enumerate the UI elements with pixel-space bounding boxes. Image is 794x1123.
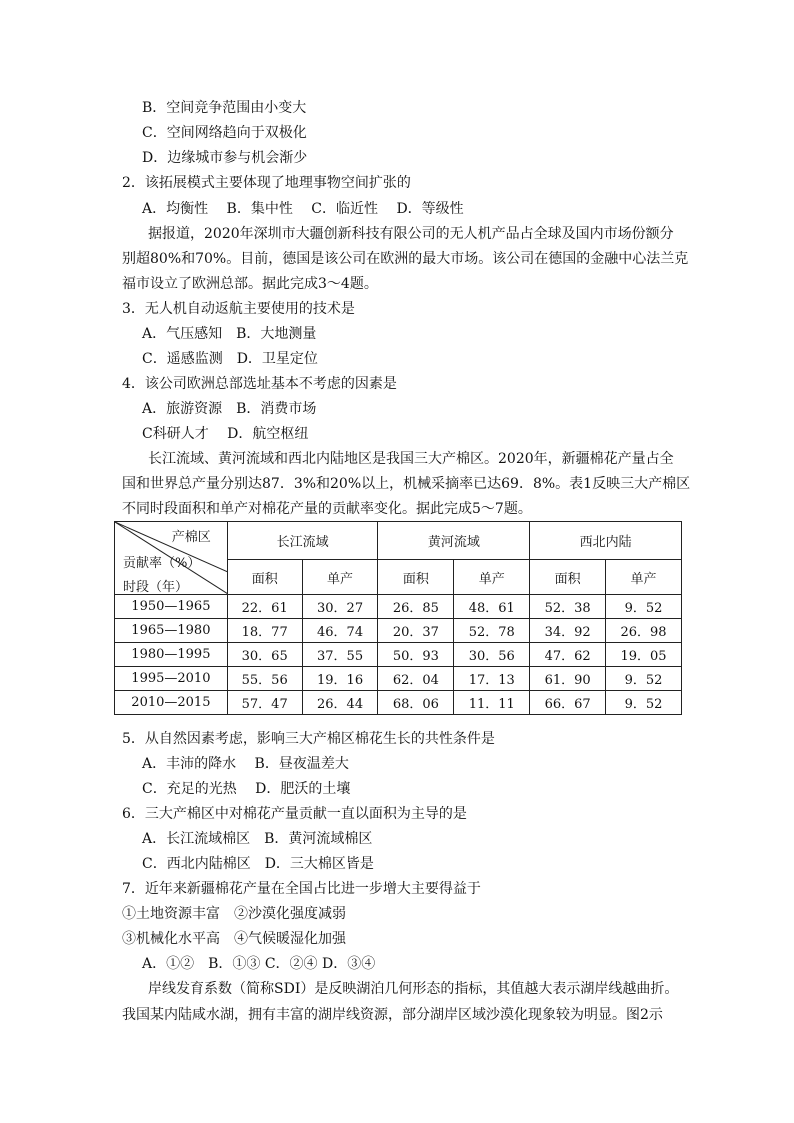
question-4-stem: 4．该公司欧洲总部选址基本不考虑的因素是 — [122, 376, 397, 392]
sub-header: 面积 — [227, 560, 302, 595]
value-cell: 37．55 — [302, 643, 378, 667]
question-6-options-1: A．长江流域棉区 B．黄河流域棉区 — [142, 831, 373, 847]
passage-1-line-2: 别超80%和70%。目前，德国是该公司在欧洲的最大市场。该公司在德国的金融中心法兰克 — [122, 251, 689, 267]
value-cell: 22．61 — [227, 595, 302, 619]
value-cell: 66．67 — [530, 691, 606, 715]
question-4-options-1: A．旅游资源 B．消费市场 — [142, 401, 317, 417]
question-7-stem: 7．近年来新疆棉花产量在全国占比进一步增大主要得益于 — [122, 881, 481, 897]
question-6-stem: 6．三大产棉区中对棉花产量贡献一直以面积为主导的是 — [122, 806, 467, 822]
value-cell: 34．92 — [530, 619, 606, 643]
value-cell: 26．44 — [302, 691, 378, 715]
period-cell: 1965—1980 — [115, 619, 228, 643]
value-cell: 30．27 — [302, 595, 378, 619]
passage-2-line-2: 国和世界总产量分别达87．3%和20%以上，机械采摘率已达69．8%。表1反映三大产棉区 — [122, 476, 691, 492]
question-3-stem: 3．无人机自动返航主要使用的技术是 — [122, 301, 355, 317]
region-header: 长江流域 — [227, 522, 378, 560]
option-b-top: B．空间竞争范围由小变大 — [142, 100, 307, 116]
corner-label-rate: 贡献率（%） — [123, 556, 201, 571]
sub-header: 面积 — [378, 560, 454, 595]
question-7-items-2: ③机械化水平高 ④气候暖湿化加强 — [122, 931, 346, 947]
passage-1-line-1: 据报道，2020年深圳市大疆创新科技有限公司的无人机产品占全球及国内市场份额分 — [148, 226, 674, 242]
value-cell: 55．56 — [227, 667, 302, 691]
value-cell: 48．61 — [454, 595, 530, 619]
question-3-options-2: C．遥感监测 D．卫星定位 — [142, 351, 318, 367]
value-cell: 9．52 — [606, 595, 682, 619]
value-cell: 17．13 — [454, 667, 530, 691]
table-corner-cell — [115, 522, 228, 595]
question-3-options-1: A．气压感知 B．大地测量 — [142, 326, 317, 342]
table-row — [115, 691, 682, 715]
value-cell: 61．90 — [530, 667, 606, 691]
table-row — [115, 667, 682, 691]
question-5-stem: 5．从自然因素考虑，影响三大产棉区棉花生长的共性条件是 — [122, 731, 495, 747]
passage-2-line-3: 不同时段面积和单产对棉花产量的贡献率变化。据此完成5～7题。 — [122, 501, 532, 517]
value-cell: 62．04 — [378, 667, 454, 691]
value-cell: 19．05 — [606, 643, 682, 667]
question-7-items-1: ①土地资源丰富 ②沙漠化强度减弱 — [122, 906, 346, 922]
sub-header: 单产 — [454, 560, 530, 595]
sub-header: 单产 — [606, 560, 682, 595]
period-cell: 1980—1995 — [115, 643, 228, 667]
value-cell: 46．74 — [302, 619, 378, 643]
value-cell: 11．11 — [454, 691, 530, 715]
question-7-options: A．①② B．①③ C．②④ D．③④ — [142, 956, 376, 972]
passage-3-line-1: 岸线发育系数（简称SDI）是反映湖泊几何形态的指标，其值越大表示湖岸线越曲折。 — [148, 981, 679, 997]
region-header: 黄河流域 — [378, 522, 530, 560]
option-c-top: C．空间网络趋向于双极化 — [142, 125, 307, 141]
value-cell: 57．47 — [227, 691, 302, 715]
question-2-options: A．均衡性 B．集中性 C．临近性 D．等级性 — [142, 201, 464, 217]
period-cell: 1950—1965 — [115, 595, 228, 619]
corner-label-region: 产棉区 — [171, 530, 211, 545]
period-cell: 1995—2010 — [115, 667, 228, 691]
value-cell: 47．62 — [530, 643, 606, 667]
value-cell: 18．77 — [227, 619, 302, 643]
value-cell: 50．93 — [378, 643, 454, 667]
value-cell: 19．16 — [302, 667, 378, 691]
value-cell: 30．56 — [454, 643, 530, 667]
value-cell: 68．06 — [378, 691, 454, 715]
passage-1-line-3: 福市设立了欧洲总部。据此完成3～4题。 — [122, 276, 378, 292]
table-row — [115, 595, 682, 619]
value-cell: 30．65 — [227, 643, 302, 667]
question-6-options-2: C．西北内陆棉区 D．三大棉区皆是 — [142, 856, 374, 872]
question-5-options-2: C．充足的光热 D．肥沃的土壤 — [142, 781, 351, 797]
value-cell: 20．37 — [378, 619, 454, 643]
value-cell: 52．38 — [530, 595, 606, 619]
value-cell: 52．78 — [454, 619, 530, 643]
sub-header: 面积 — [530, 560, 606, 595]
value-cell: 9．52 — [606, 667, 682, 691]
passage-3-line-2: 我国某内陆咸水湖，拥有丰富的湖岸线资源，部分湖岸区域沙漠化现象较为明显。图2示 — [122, 1007, 663, 1023]
cotton-contribution-table — [114, 521, 682, 715]
question-2-stem: 2．该拓展模式主要体现了地理事物空间扩张的 — [122, 175, 411, 191]
option-d-top: D．边缘城市参与机会渐少 — [142, 150, 308, 166]
passage-2-line-1: 长江流域、黄河流域和西北内陆地区是我国三大产棉区。2020年，新疆棉花产量占全 — [148, 451, 674, 467]
sub-header: 单产 — [302, 560, 378, 595]
value-cell: 26．98 — [606, 619, 682, 643]
question-4-options-2: C科研人才 D．航空枢纽 — [142, 426, 309, 442]
region-header: 西北内陆 — [530, 522, 682, 560]
period-cell: 2010—2015 — [115, 691, 228, 715]
value-cell: 26．85 — [378, 595, 454, 619]
table-row — [115, 643, 682, 667]
question-5-options-1: A．丰沛的降水 B．昼夜温差大 — [142, 756, 349, 772]
table-row — [115, 619, 682, 643]
corner-label-period: 时段（年） — [123, 580, 189, 595]
value-cell: 9．52 — [606, 691, 682, 715]
